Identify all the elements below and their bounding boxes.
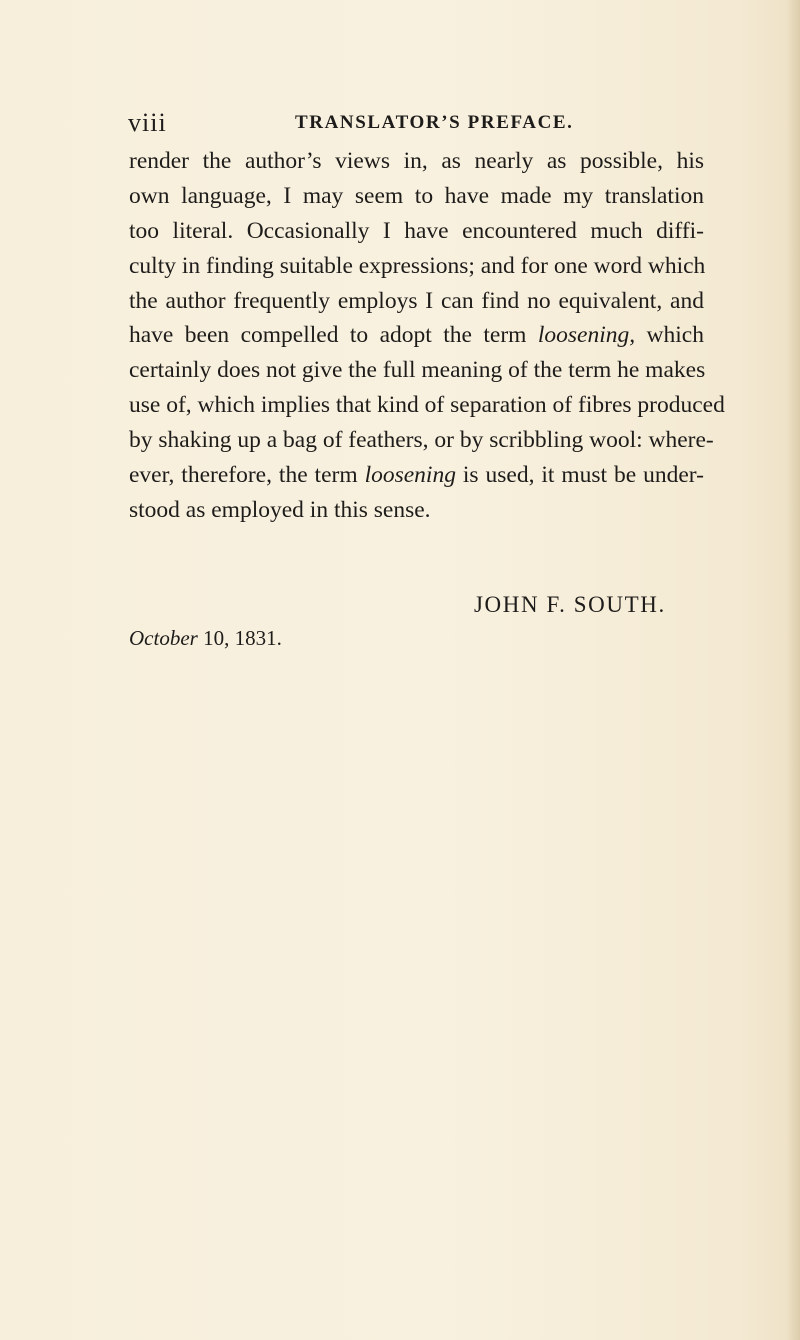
preface-paragraph: [129, 144, 725, 528]
text-line: [129, 458, 704, 493]
italic-term: loosening,: [537, 322, 636, 349]
page-number: viii: [128, 108, 167, 137]
dateline-month: October: [129, 626, 198, 650]
text-line: the author frequently employs I can find no equivalent, and: [129, 287, 704, 314]
text-segment: ever, therefore, the term: [129, 462, 365, 489]
text-line: certainly does not give the full meaning of the term he makes: [129, 357, 706, 384]
text-line: own language, I may seem to have made my translation: [129, 182, 704, 209]
text-segment: which: [635, 322, 704, 349]
text-segment: have been compelled to adopt the term: [129, 322, 538, 349]
text-line: stood as employed in this sense.: [129, 496, 431, 523]
running-head: [128, 108, 698, 138]
text-line: too literal. Occasionally I have encountered much diffi-: [129, 217, 704, 244]
text-line: culty in finding suitable expressions; and for one word which: [129, 252, 706, 279]
translator-signature: JOHN F. SOUTH.: [474, 592, 666, 617]
text-line: use of, which implies that kind of separation of fibres produced: [129, 392, 725, 419]
page-edge-shadow: [786, 0, 800, 1340]
italic-term: loosening: [364, 462, 456, 489]
text-line: by shaking up a bag of feathers, or by scribbling wool: where-: [129, 427, 714, 454]
text-line: [129, 318, 704, 353]
dateline-date: 10, 1831.: [197, 626, 282, 650]
text-segment: is used, it must be under-: [455, 462, 704, 489]
text-line: render the author’s views in, as nearly as possible, his: [129, 148, 704, 174]
running-title: TRANSLATOR’S PREFACE.: [295, 112, 574, 133]
dateline: [129, 624, 282, 652]
